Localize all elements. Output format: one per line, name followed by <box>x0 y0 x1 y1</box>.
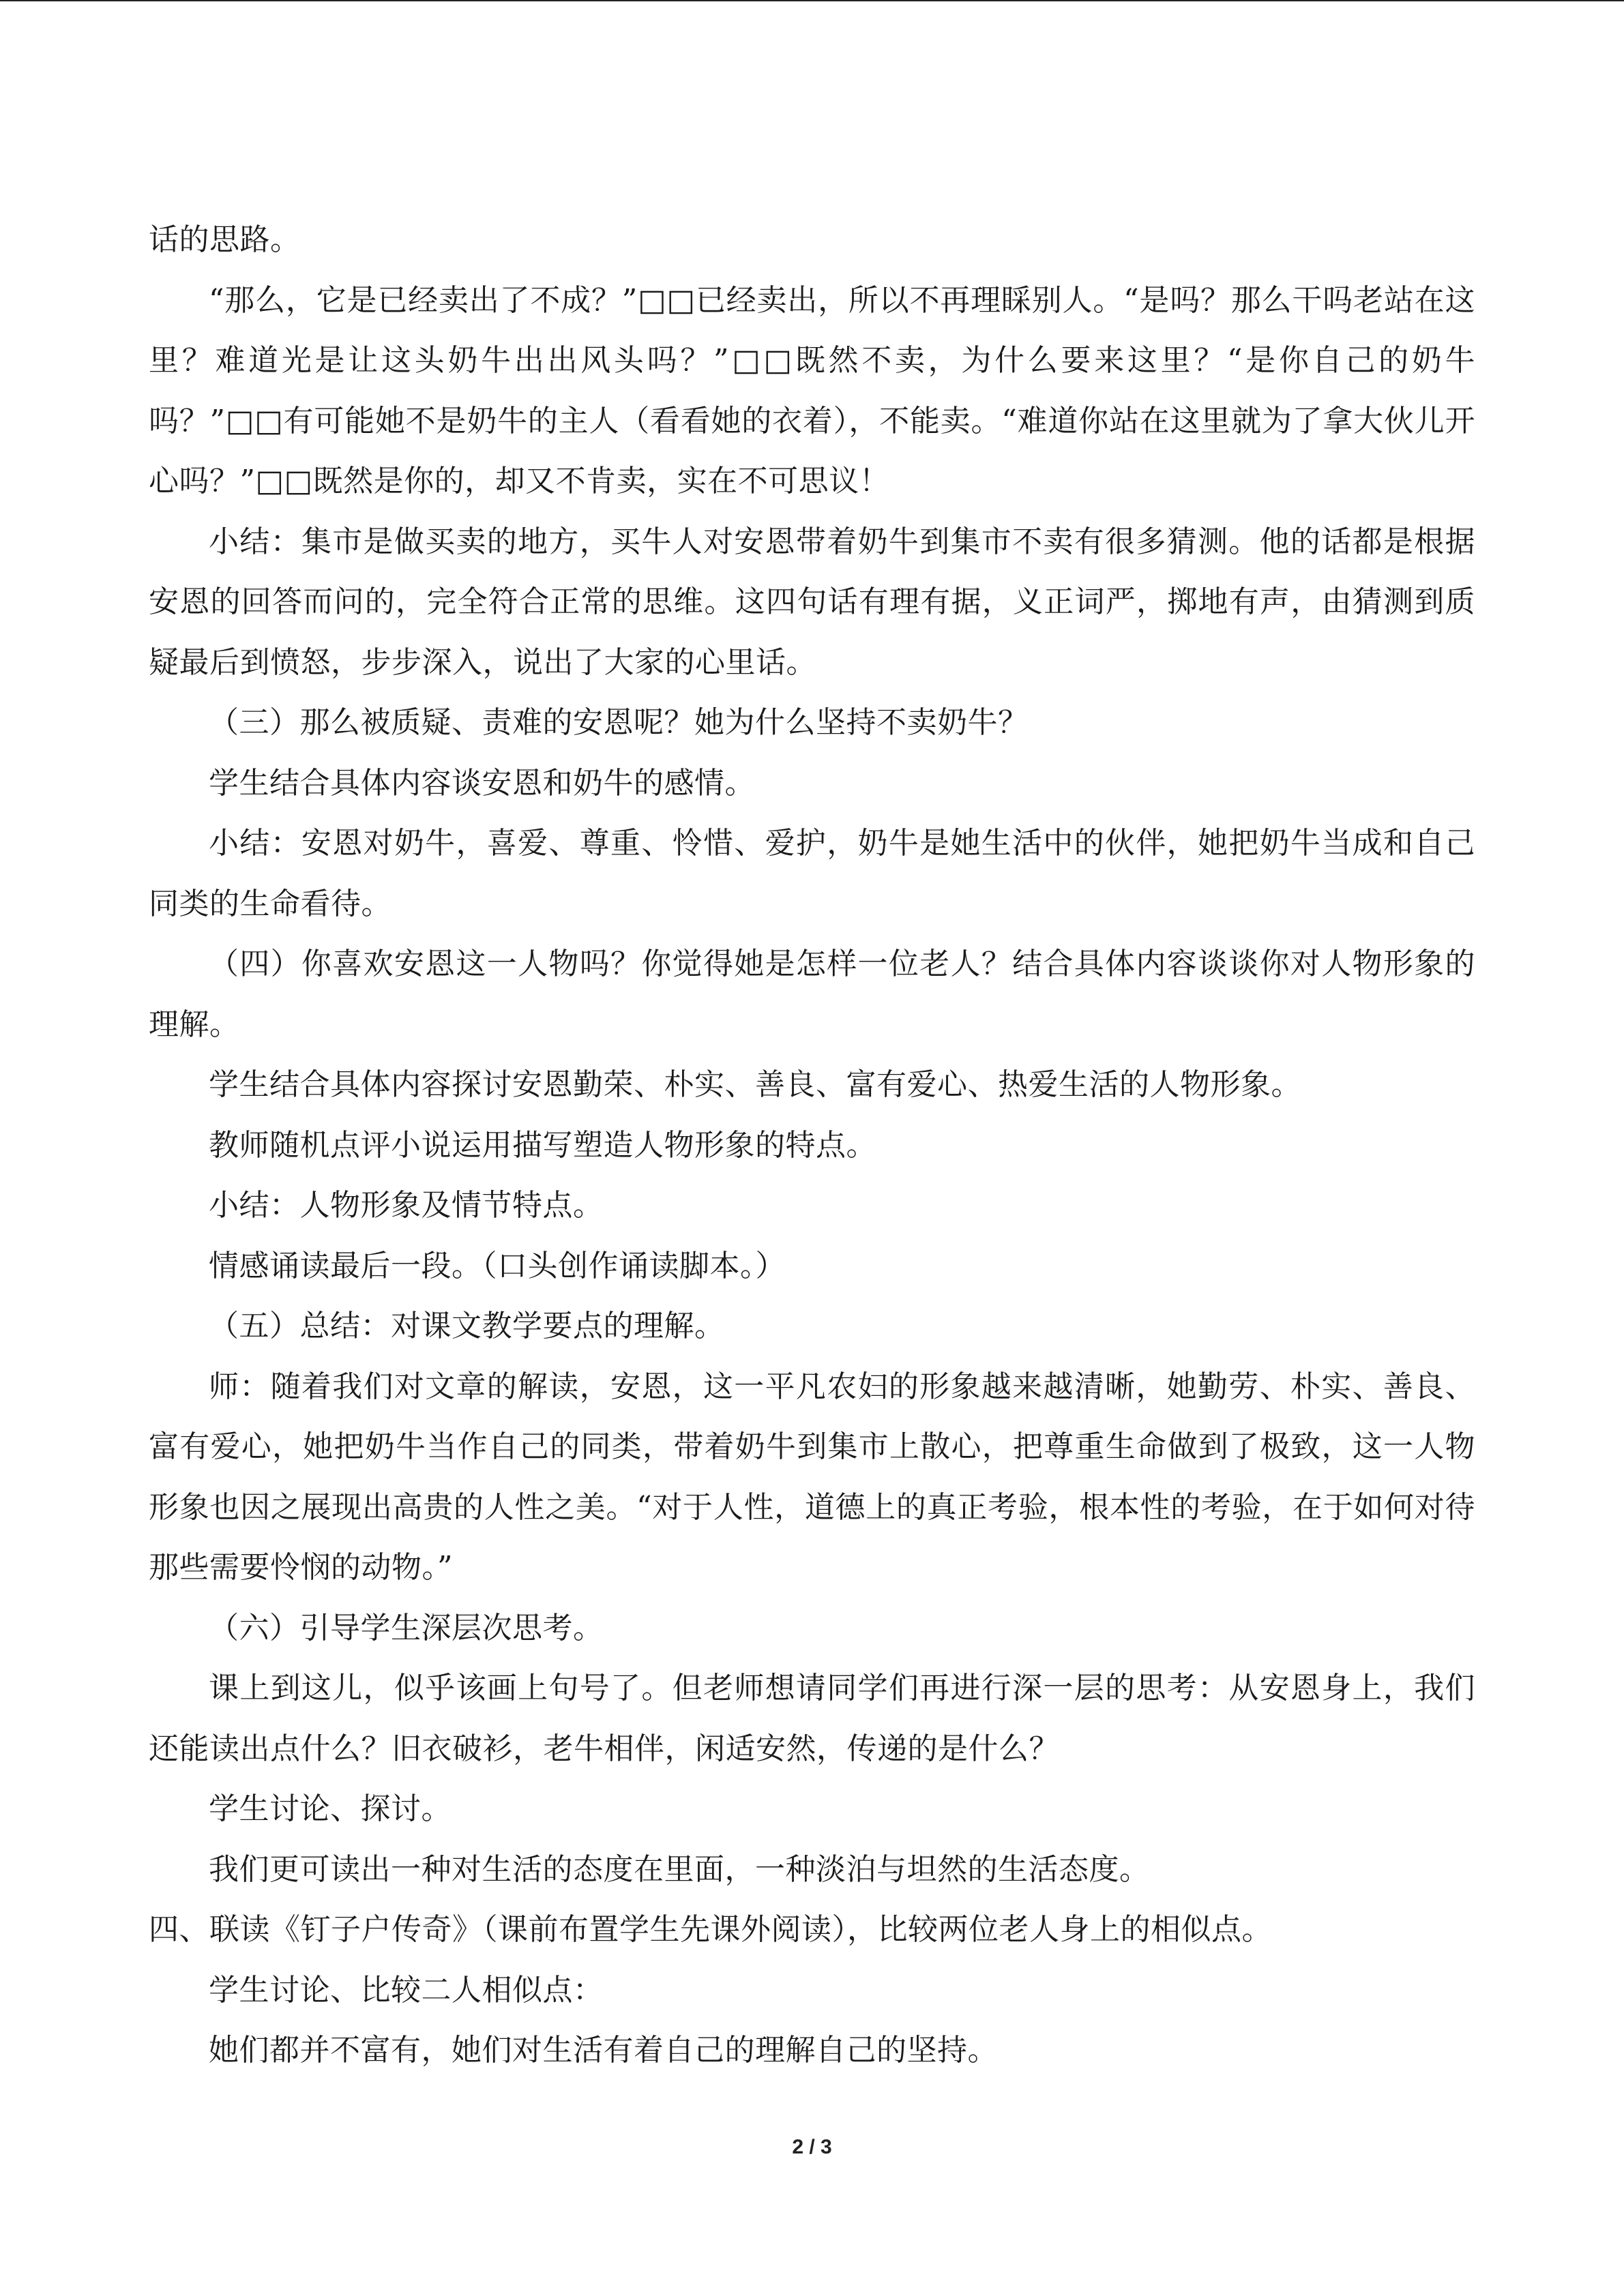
paragraph-character-image: 学生结合具体内容探讨安恩勤荣、朴实、善良、富有爱心、热爱生活的人物形象。 <box>209 1067 1301 1102</box>
paragraph-conclusion-similarity: 她们都并不富有，她们对生活有着自己的理解自己的坚持。 <box>209 2033 998 2068</box>
page-number: 2 / 3 <box>792 2136 832 2158</box>
paragraph-compare-similarities: 学生讨论、比较二人相似点： <box>209 1972 604 2008</box>
paragraph-student-discussion: 学生讨论、探讨。 <box>209 1791 452 1826</box>
paragraph-emotional-reading: 情感诵读最后一段。（口头创作诵读脚本。） <box>209 1248 786 1283</box>
paragraph-teacher-comment: 教师随机点评小说运用描写塑造人物形象的特点。 <box>209 1127 876 1163</box>
paragraph-section-four: （四）你喜欢安恩这一人物吗？你觉得她是怎样一位老人？结合具体内容谈谈你对人物形象的理解。 <box>149 946 1475 1042</box>
paragraph-deep-thinking: 课上到这儿，似乎该画上句号了。但老师想请同学们再进行深一层的思考：从安恩身上，我们还能读出点什么？旧衣破衫，老牛相伴，闲适安然，传递的是什么？ <box>149 1671 1475 1766</box>
document-body <box>149 210 1475 2081</box>
paragraph-continuation: 话的思路。 <box>149 222 301 257</box>
paragraph-summary-market: 小结：集市是做买卖的地方，买牛人对安恩带着奶牛到集市不卖有很多猜测。他的话都是根据安恩的回答而问的，完全符合正常的思维。这四句话有理有据，义正词严，掷地有声，由猜测到质疑最后到愤怒，步步深入，说出了大家的心里话。 <box>149 524 1475 680</box>
paragraph-teacher-conclusion: 师：随着我们对文章的解读，安恩，这一平凡农妇的形象越来越清晰，她勤劳、朴实、善良、富有爱心，她把奶牛当作自己的同类，带着奶牛到集市上散心，把尊重生命做到了极致，这一人物形象也因之展现出高贵的人性之美。“对于人性，道德上的真正考验，根本性的考验，在于如何对待那些需要怜悯的动物。” <box>149 1369 1475 1585</box>
paragraph-section-five: （五）总结：对课文教学要点的理解。 <box>209 1309 725 1343</box>
paragraph-summary-cow: 小结：安恩对奶牛，喜爱、尊重、怜惜、爱护，奶牛是她生活中的伙伴，她把奶牛当成和自己同类的生命看待。 <box>149 826 1475 921</box>
paragraph-student-discussion-feelings: 学生结合具体内容谈安恩和奶牛的感情。 <box>209 765 755 801</box>
paragraph-section-joint-reading: 四、联读《钉子户传奇》（课前布置学生先课外阅读），比较两位老人身上的相似点。 <box>149 1912 1272 1947</box>
paragraph-section-six: （六）引导学生深层次思考。 <box>209 1610 604 1645</box>
paragraph-life-attitude: 我们更可读出一种对生活的态度在里面，一种淡泊与坦然的生活态度。 <box>209 1851 1150 1887</box>
paragraph-section-three: （三）那么被质疑、责难的安恩呢？她为什么坚持不卖奶牛？ <box>209 705 1029 740</box>
paragraph-dialogue-analysis: “那么，它是已经卖出了不成？”□□已经卖出，所以不再理睬别人。“是吗？那么干吗老站在这里？难道光是让这头奶牛出出风头吗？”□□既然不卖，为什么要来这里？“是你自己的奶牛吗？”□□有可能她不是奶牛的主人（看看她的衣着），不能卖。“难道你站在这里就为了拿大伙儿开心吗？”□□既然是你的，却又不肯卖，实在不可思议！ <box>149 282 1475 498</box>
paragraph-summary-character: 小结：人物形象及情节特点。 <box>209 1188 604 1223</box>
